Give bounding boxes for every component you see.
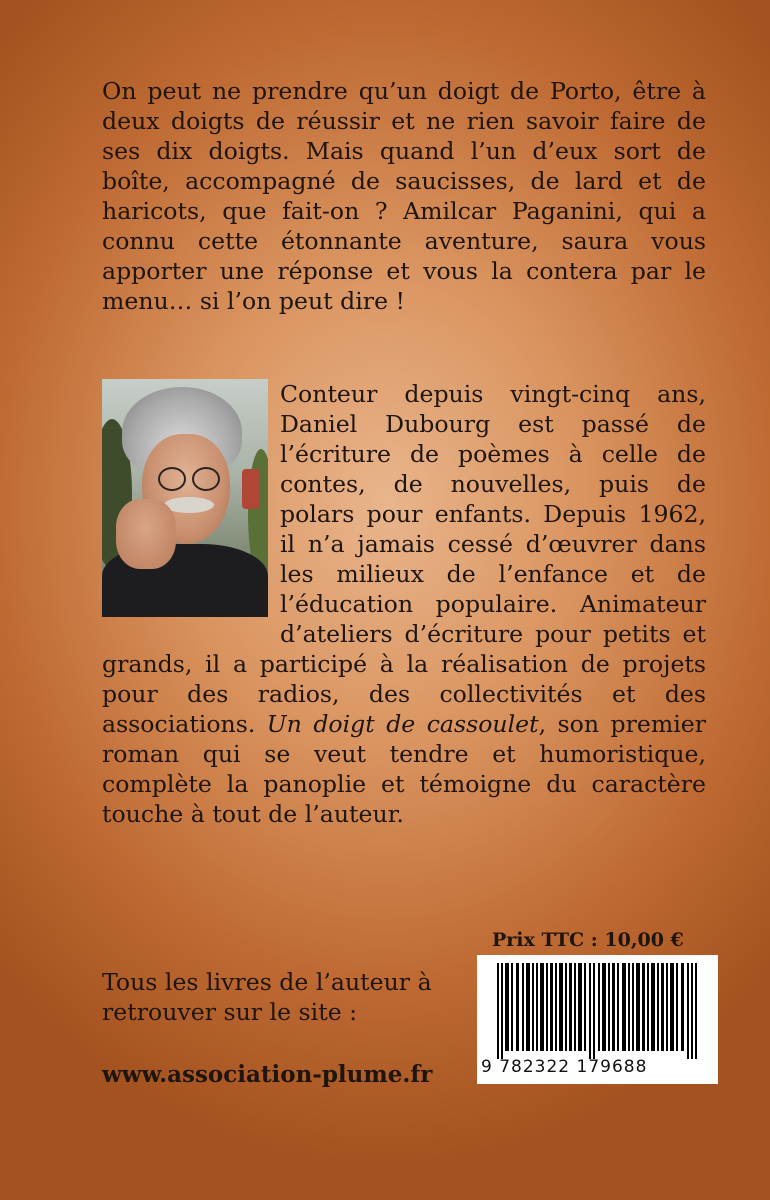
- bio-text-part1: Conteur depuis vingt-cinq ans, Daniel Dubourg est passé de l’écriture de poèmes à celle de contes, de nouvelles, puis de polars pour enfants. Depuis 1962, il n’a jamais cessé d’œuvrer dans les milieux de l’enfance et de l’éducation populaire. Animateur d’ateliers d’écriture pour petits et grands, il a participé à la réalisation de projets pour des radios, des collectivités et des associations.: [102, 380, 706, 738]
- website-intro: Tous les livres de l’auteur à retrouver sur le site :: [102, 968, 432, 1026]
- author-bio: [102, 379, 706, 829]
- blurb: [102, 76, 706, 316]
- isbn-barcode: [477, 955, 718, 1084]
- bio-text-part2: , son premier roman qui se veut tendre et humoristique, complète la panoplie et témoigne du caractère touche à tout de l’auteur.: [102, 710, 706, 828]
- blurb-text: On peut ne prendre qu’un doigt de Porto, être à deux doigts de réussir et ne rien savoir faire de ses dix doigts. Mais quand l’un d’eux sort de boîte, accompagné de saucisses, de lard et de haricots, que fait-on ? Amilcar Paganini, qui a connu cette étonnante aventure, saura vous apporter une réponse et vous la contera par le menu… si l’on peut dire !: [102, 77, 706, 315]
- author-photo: [102, 379, 268, 617]
- price-label: Prix TTC : 10,00 €: [492, 929, 684, 951]
- isbn-digits: 9 782322 179688: [481, 1057, 648, 1077]
- barcode-bars: [497, 963, 699, 1059]
- website-url: www.association-plume.fr: [102, 1061, 433, 1088]
- book-title: Un doigt de cassoulet: [266, 710, 539, 738]
